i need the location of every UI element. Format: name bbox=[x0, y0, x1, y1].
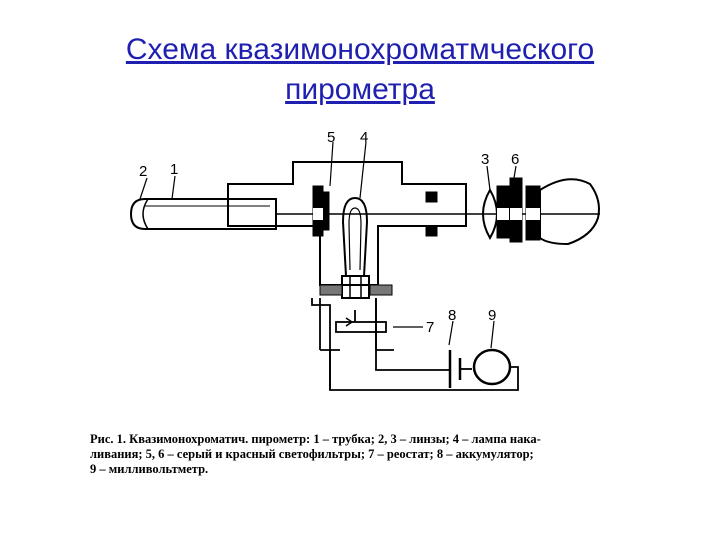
label-7: 7 bbox=[426, 319, 435, 336]
object-bulb bbox=[540, 179, 599, 244]
lamp-4 bbox=[343, 198, 367, 276]
figure-caption bbox=[90, 432, 650, 477]
lens-mount-left bbox=[426, 192, 437, 202]
instrument-housing bbox=[228, 162, 466, 285]
eyepiece-tube bbox=[131, 199, 276, 229]
base-plate-hatch-left bbox=[320, 285, 342, 295]
label-5: 5 bbox=[327, 129, 336, 146]
caption-line-1: Рис. 1. Квазимонохроматич. пирометр: 1 – трубка; 2, 3 – линзы; 4 – лампа нака- bbox=[90, 432, 541, 446]
circuit-wiring bbox=[320, 298, 510, 390]
title-line-1: Схема квазимонохроматмческого bbox=[125, 33, 595, 66]
millivoltmeter-9 bbox=[474, 350, 510, 384]
label-1: 1 bbox=[170, 161, 179, 178]
label-8: 8 bbox=[448, 307, 457, 324]
base-plate-hatch-right bbox=[370, 285, 392, 295]
caption-line-2: ливания; 5, 6 – серый и красный светофильтры; 7 – реостат; 8 – аккумулятор; bbox=[90, 447, 534, 461]
lamp-base bbox=[342, 276, 369, 298]
lens-2 bbox=[143, 199, 148, 229]
label-9: 9 bbox=[488, 307, 497, 324]
caption-line-3: 9 – милливольтметр. bbox=[90, 462, 209, 476]
label-4: 4 bbox=[360, 129, 369, 146]
title-line-2: пирометра bbox=[285, 73, 435, 106]
label-2: 2 bbox=[139, 163, 148, 180]
label-3: 3 bbox=[481, 151, 490, 168]
rheostat-7 bbox=[336, 322, 386, 332]
label-6: 6 bbox=[511, 151, 520, 168]
